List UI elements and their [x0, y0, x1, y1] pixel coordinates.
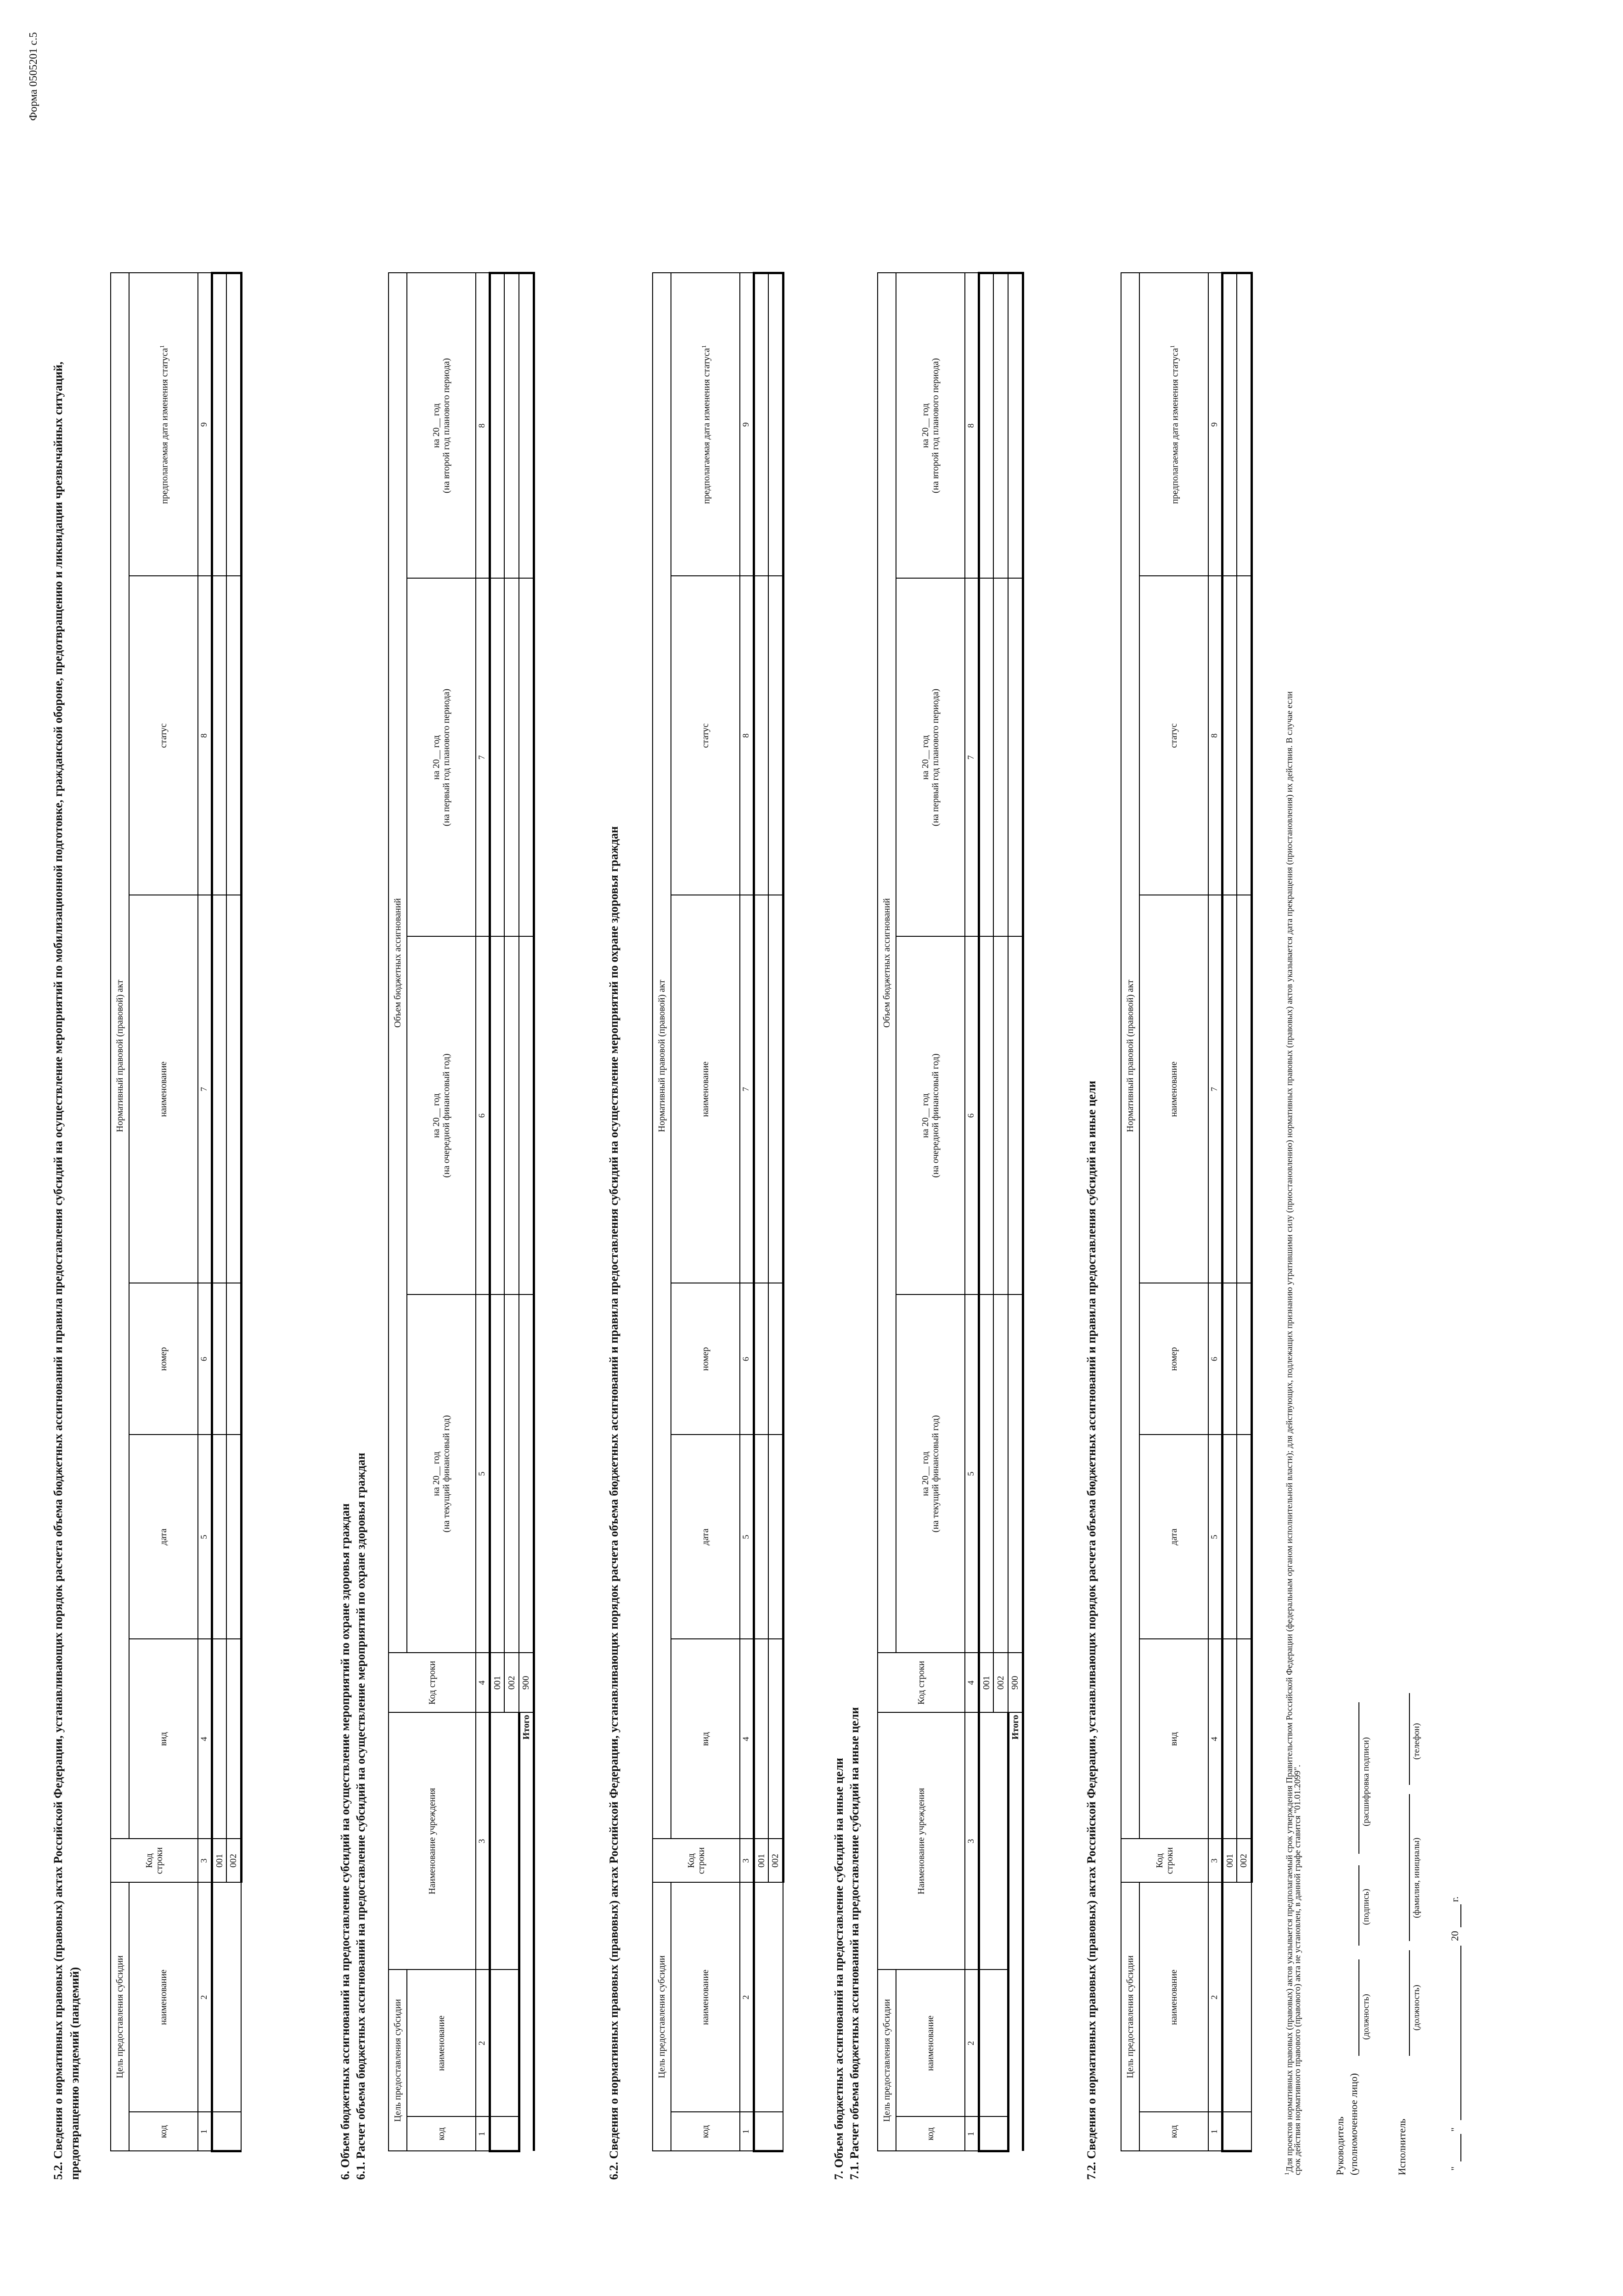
header-code: код	[671, 2112, 740, 2151]
header-institution: Наименование учреждения	[878, 1712, 965, 1970]
act-status-cell[interactable]	[754, 576, 768, 895]
header-year-current: на 20__ год (на текущий финансовый год)	[407, 1294, 476, 1653]
col-num: 3	[198, 1839, 212, 1882]
header-year-current: на 20__ год (на текущий финансовый год)	[896, 1294, 965, 1653]
section-7-2-title: 7.2. Сведения о нормативных правовых (правовых) актах Российской Федерации, устанавливающих порядок расчета объема бюджетных ассигнований и правила предоставления субсидий на иные цели	[1085, 1080, 1098, 2180]
total-amount-cell[interactable]	[1008, 578, 1023, 936]
col-num: 3	[965, 1712, 979, 1970]
amount-cell[interactable]	[993, 936, 1008, 1294]
col-num: 6	[1208, 1283, 1222, 1435]
amount-cell[interactable]	[993, 578, 1008, 936]
total-amount-cell[interactable]	[519, 1294, 534, 1653]
line-code: 002	[504, 1653, 519, 1712]
header-line-code: Код строки	[389, 1653, 476, 1712]
status-change-cell[interactable]	[754, 273, 768, 576]
header-line-code: Код строки	[878, 1653, 965, 1712]
col-num: 2	[740, 1882, 754, 2112]
col-num: 6	[965, 936, 979, 1294]
caption-position: (должность)	[1412, 1985, 1421, 2031]
section-6-1-title: 6.1. Расчет объема бюджетных ассигнований на предоставление субсидий на осуществление мероприятий по охране здоровья граждан	[354, 1452, 367, 2180]
amount-cell[interactable]	[504, 936, 519, 1294]
amount-cell[interactable]	[490, 936, 504, 1294]
act-kind-cell[interactable]	[768, 1639, 783, 1839]
total-amount-cell[interactable]	[1008, 936, 1023, 1294]
header-name: наименование	[896, 1970, 965, 2116]
header-year-plan1: на 20__ год (на первый год планового периода)	[407, 578, 476, 936]
line-code: 001	[754, 1839, 768, 1882]
act-kind-cell[interactable]	[1237, 1639, 1251, 1839]
line-code: 001	[979, 1653, 993, 1712]
act-kind-cell[interactable]	[226, 1639, 241, 1839]
header-year-next: на 20__ год (на очередной финансовый год)	[407, 936, 476, 1294]
col-num: 5	[965, 1294, 979, 1653]
header-number: номер	[1139, 1283, 1208, 1435]
status-change-cell[interactable]	[768, 273, 783, 576]
goal-name-cell[interactable]	[212, 1882, 241, 2112]
act-name-cell[interactable]	[1237, 895, 1251, 1283]
header-year-plan2: на 20__ год (на второй год планового периода)	[407, 273, 476, 578]
col-num: 9	[1208, 273, 1222, 576]
total-amount-cell[interactable]	[519, 936, 534, 1294]
col-num: 4	[740, 1639, 754, 1839]
total-label: Итого	[1008, 1712, 1023, 2151]
status-change-cell[interactable]	[1222, 273, 1237, 576]
header-name: наименование	[671, 1882, 740, 2112]
caption-fio: (фамилия, инициалы)	[1412, 1837, 1421, 1918]
table-7-1	[877, 272, 1024, 2152]
col-num: 7	[476, 578, 490, 936]
goal-name-cell[interactable]	[490, 1970, 519, 2116]
col-num: 3	[1208, 1839, 1222, 1882]
executor-position-field[interactable]	[1409, 1950, 1410, 2056]
header-code: код	[407, 2117, 476, 2151]
caption-phone: (телефон)	[1412, 1723, 1421, 1760]
footnote-text: Для проектов нормативных правовых (правовых) актов указывается предполагаемый срок утверждения Правительством Российской Федерации (федеральным органом исполнительной власти); для действующих, подлежащих признанию утратившими силу (приостановлению) нормативных правовых (правовых) актов указывается дата прекращения (приостановления) их действия. В случае если	[1285, 691, 1295, 2172]
header-goal: Цель предоставления субсидии	[878, 1970, 896, 2151]
act-date-cell[interactable]	[1222, 1435, 1237, 1639]
act-number-cell[interactable]	[1222, 1283, 1237, 1435]
line-code: 001	[490, 1653, 504, 1712]
date-day-field[interactable]	[1460, 2134, 1461, 2161]
act-number-cell[interactable]	[212, 1283, 226, 1435]
header-code: код	[129, 2112, 198, 2151]
total-code: 900	[1008, 1653, 1023, 1712]
section-7-title: 7. Объем бюджетных ассигнований на предоставление субсидий на иные цели	[832, 1758, 845, 2180]
section-5-2-title: 5.2. Сведения о нормативных правовых (правовых) актах Российской Федерации, устанавливающих порядок расчета объема бюджетных ассигнований и правила предоставления субсидий на осуществление мероприятий по мобилизационной подготовке, гражданской обороне, предотвращению и ликвидации чрезвычайных ситуаций,	[51, 361, 65, 2180]
total-amount-cell[interactable]	[1008, 1294, 1023, 1653]
col-num: 1	[1208, 2112, 1222, 2151]
act-name-cell[interactable]	[754, 895, 768, 1283]
header-act: Нормативный правовой (правовой) акт	[111, 273, 129, 1839]
col-num: 2	[198, 1882, 212, 2112]
header-year-plan2: на 20__ год (на второй год планового периода)	[896, 273, 965, 578]
total-amount-cell[interactable]	[1008, 273, 1023, 578]
col-num: 4	[965, 1653, 979, 1712]
col-num: 2	[965, 1970, 979, 2116]
goal-name-cell[interactable]	[754, 1882, 783, 2112]
header-goal: Цель предоставления субсидии	[653, 1882, 671, 2151]
col-num: 9	[198, 273, 212, 576]
col-num: 1	[476, 2117, 490, 2151]
col-num: 5	[1208, 1435, 1222, 1639]
header-name: наименование	[407, 1970, 476, 2116]
act-number-cell[interactable]	[1237, 1283, 1251, 1435]
head-position-field[interactable]	[1358, 1959, 1359, 2056]
date-year-prefix: 20	[1449, 1931, 1460, 1941]
caption-decode: (расшифровка подписи)	[1361, 1737, 1371, 1826]
col-num: 4	[1208, 1639, 1222, 1839]
amount-cell[interactable]	[979, 273, 993, 578]
act-kind-cell[interactable]	[1222, 1639, 1237, 1839]
header-name: наименование	[129, 1882, 198, 2112]
header-act-name: наименование	[671, 895, 740, 1283]
table-6-2	[652, 272, 784, 2152]
header-institution: Наименование учреждения	[389, 1712, 476, 1970]
header-goal: Цель предоставления субсидии	[1121, 1882, 1139, 2151]
date-quote-close: "	[1449, 2127, 1460, 2132]
header-line-code: Код строки	[1121, 1839, 1208, 1882]
act-kind-cell[interactable]	[212, 1639, 226, 1839]
col-num: 9	[740, 273, 754, 576]
col-num: 6	[476, 936, 490, 1294]
col-num: 5	[740, 1435, 754, 1639]
line-code: 001	[212, 1839, 226, 1882]
date-year-field[interactable]	[1460, 1904, 1461, 1927]
section-6-title: 6. Объем бюджетных ассигнований на предоставление субсидий на осуществление мероприятий по охране здоровья граждан	[338, 1503, 352, 2180]
col-num: 8	[740, 576, 754, 895]
institution-cell[interactable]	[490, 1712, 519, 1970]
section-6-2-title: 6.2. Сведения о нормативных правовых (правовых) актах Российской Федерации, устанавливающих порядок расчета объема бюджетных ассигнований и правила предоставления субсидий на осуществление мероприятий по охране здоровья граждан	[607, 826, 620, 2180]
col-num: 1	[198, 2112, 212, 2151]
act-date-cell[interactable]	[226, 1435, 241, 1639]
status-change-cell[interactable]	[212, 273, 226, 576]
col-num: 6	[198, 1283, 212, 1435]
table-7-2	[1121, 272, 1253, 2152]
head-signature-field[interactable]	[1358, 1865, 1359, 1946]
header-code: код	[896, 2117, 965, 2151]
header-line-code: Код строки	[111, 1839, 198, 1882]
header-volume: Объем бюджетных ассигнований	[878, 273, 896, 1653]
line-code: 002	[768, 1839, 783, 1882]
line-code: 002	[226, 1839, 241, 1882]
amount-cell[interactable]	[490, 578, 504, 936]
act-name-cell[interactable]	[212, 895, 226, 1283]
head-label: Руководитель	[1334, 2116, 1346, 2175]
executor-name-field[interactable]	[1409, 1794, 1410, 1941]
header-name: наименование	[1139, 1882, 1208, 2112]
col-num: 5	[476, 1294, 490, 1653]
amount-cell[interactable]	[993, 273, 1008, 578]
caption-signature: (подпись)	[1361, 1889, 1371, 1925]
head-decode-field[interactable]	[1358, 1702, 1359, 1854]
line-code: 001	[1222, 1839, 1237, 1882]
amount-cell[interactable]	[490, 1294, 504, 1653]
act-date-cell[interactable]	[212, 1435, 226, 1639]
amount-cell[interactable]	[504, 578, 519, 936]
act-name-cell[interactable]	[226, 895, 241, 1283]
total-amount-cell[interactable]	[519, 273, 534, 578]
col-num: 3	[476, 1712, 490, 1970]
header-status: статус	[1139, 576, 1208, 895]
header-status-change: предполагаемая дата изменения статуса$^1$	[1139, 273, 1208, 576]
header-date: дата	[129, 1435, 198, 1639]
header-act: Нормативный правовой (правовой) акт	[1121, 273, 1139, 1839]
header-goal: Цель предоставления субсидии	[389, 1970, 407, 2151]
goal-name-cell[interactable]	[1222, 1882, 1251, 2112]
goal-code-cell[interactable]	[754, 2112, 783, 2151]
act-status-cell[interactable]	[212, 576, 226, 895]
executor-phone-field[interactable]	[1409, 1693, 1410, 1785]
header-status-change: предполагаемая дата изменения статуса$^1$	[671, 273, 740, 576]
amount-cell[interactable]	[993, 1294, 1008, 1653]
header-line-code: Код строки	[653, 1839, 740, 1882]
header-date: дата	[671, 1435, 740, 1639]
col-num: 8	[965, 273, 979, 578]
table-5-2	[110, 272, 242, 2152]
header-number: номер	[129, 1283, 198, 1435]
act-status-cell[interactable]	[1237, 576, 1251, 895]
goal-code-cell[interactable]	[1222, 2112, 1251, 2151]
section-5-2-title-cont: предотвращению эпидемий (пандемий)	[68, 1967, 81, 2180]
caption-position: (должность)	[1361, 1994, 1371, 2040]
amount-cell[interactable]	[490, 273, 504, 578]
header-number: номер	[671, 1283, 740, 1435]
footnote-mark: 1	[1283, 2172, 1290, 2175]
header-status-change: предполагаемая дата изменения статуса$^1$	[129, 273, 198, 576]
section-7-1-title: 7.1. Расчет объема бюджетных ассигнований на предоставление субсидий на иные цели	[848, 1707, 861, 2180]
col-num: 2	[1208, 1882, 1222, 2112]
total-label: Итого	[519, 1712, 534, 2151]
goal-name-cell[interactable]	[979, 1970, 1008, 2116]
act-number-cell[interactable]	[226, 1283, 241, 1435]
date-month-field[interactable]	[1460, 1946, 1461, 2120]
date-quote-open: "	[1449, 2167, 1460, 2171]
header-act: Нормативный правовой (правовой) акт	[653, 273, 671, 1839]
header-year-next: на 20__ год (на очередной финансовый год)	[896, 936, 965, 1294]
line-code: 002	[1237, 1839, 1251, 1882]
header-goal: Цель предоставления субсидии	[111, 1882, 129, 2151]
col-num: 4	[476, 1653, 490, 1712]
act-name-cell[interactable]	[768, 895, 783, 1283]
amount-cell[interactable]	[504, 1294, 519, 1653]
header-kind: вид	[1139, 1639, 1208, 1839]
col-num: 7	[198, 895, 212, 1283]
header-status: статус	[129, 576, 198, 895]
col-num: 5	[198, 1435, 212, 1639]
status-change-cell[interactable]	[226, 273, 241, 576]
amount-cell[interactable]	[504, 273, 519, 578]
col-num: 2	[476, 1970, 490, 2116]
act-date-cell[interactable]	[1237, 1435, 1251, 1639]
form-code: Форма 0505201 с.5	[28, 32, 39, 121]
header-kind: вид	[129, 1639, 198, 1839]
header-act-name: наименование	[129, 895, 198, 1283]
header-date: дата	[1139, 1435, 1208, 1639]
table-6-1	[388, 272, 535, 2152]
executor-label: Исполнитель	[1396, 2118, 1408, 2175]
header-act-name: наименование	[1139, 895, 1208, 1283]
act-number-cell[interactable]	[754, 1283, 768, 1435]
amount-cell[interactable]	[979, 578, 993, 936]
col-num: 4	[198, 1639, 212, 1839]
header-kind: вид	[671, 1639, 740, 1839]
act-date-cell[interactable]	[768, 1435, 783, 1639]
status-change-cell[interactable]	[1237, 273, 1251, 576]
goal-code-cell[interactable]	[490, 2117, 519, 2151]
goal-code-cell[interactable]	[979, 2117, 1008, 2151]
col-num: 6	[740, 1283, 754, 1435]
act-kind-cell[interactable]	[754, 1639, 768, 1839]
col-num: 7	[740, 895, 754, 1283]
act-status-cell[interactable]	[226, 576, 241, 895]
amount-cell[interactable]	[979, 1294, 993, 1653]
col-num: 7	[1208, 895, 1222, 1283]
header-volume: Объем бюджетных ассигнований	[389, 273, 407, 1653]
col-num: 8	[476, 273, 490, 578]
header-year-plan1: на 20__ год (на первый год планового периода)	[896, 578, 965, 936]
total-amount-cell[interactable]	[519, 578, 534, 936]
act-status-cell[interactable]	[768, 576, 783, 895]
head-label-sub: (уполномоченное лицо)	[1348, 2073, 1359, 2175]
col-num: 1	[965, 2117, 979, 2151]
act-name-cell[interactable]	[1222, 895, 1237, 1283]
date-year-suffix: г.	[1449, 1896, 1460, 1902]
amount-cell[interactable]	[979, 936, 993, 1294]
col-num: 8	[1208, 576, 1222, 895]
col-num: 7	[965, 578, 979, 936]
total-code: 900	[519, 1653, 534, 1712]
header-status: статус	[671, 576, 740, 895]
act-status-cell[interactable]	[1222, 576, 1237, 895]
act-number-cell[interactable]	[768, 1283, 783, 1435]
header-code: код	[1139, 2112, 1208, 2151]
act-date-cell[interactable]	[754, 1435, 768, 1639]
col-num: 8	[198, 576, 212, 895]
col-num: 1	[740, 2112, 754, 2151]
institution-cell[interactable]	[979, 1712, 1008, 1970]
line-code: 002	[993, 1653, 1008, 1712]
col-num: 3	[740, 1839, 754, 1882]
footnote-cont: срок действия нормативного правового (правового) акта не установлен, в данной графе ставится "01.01.2099".	[1293, 1765, 1302, 2175]
goal-code-cell[interactable]	[212, 2112, 241, 2151]
